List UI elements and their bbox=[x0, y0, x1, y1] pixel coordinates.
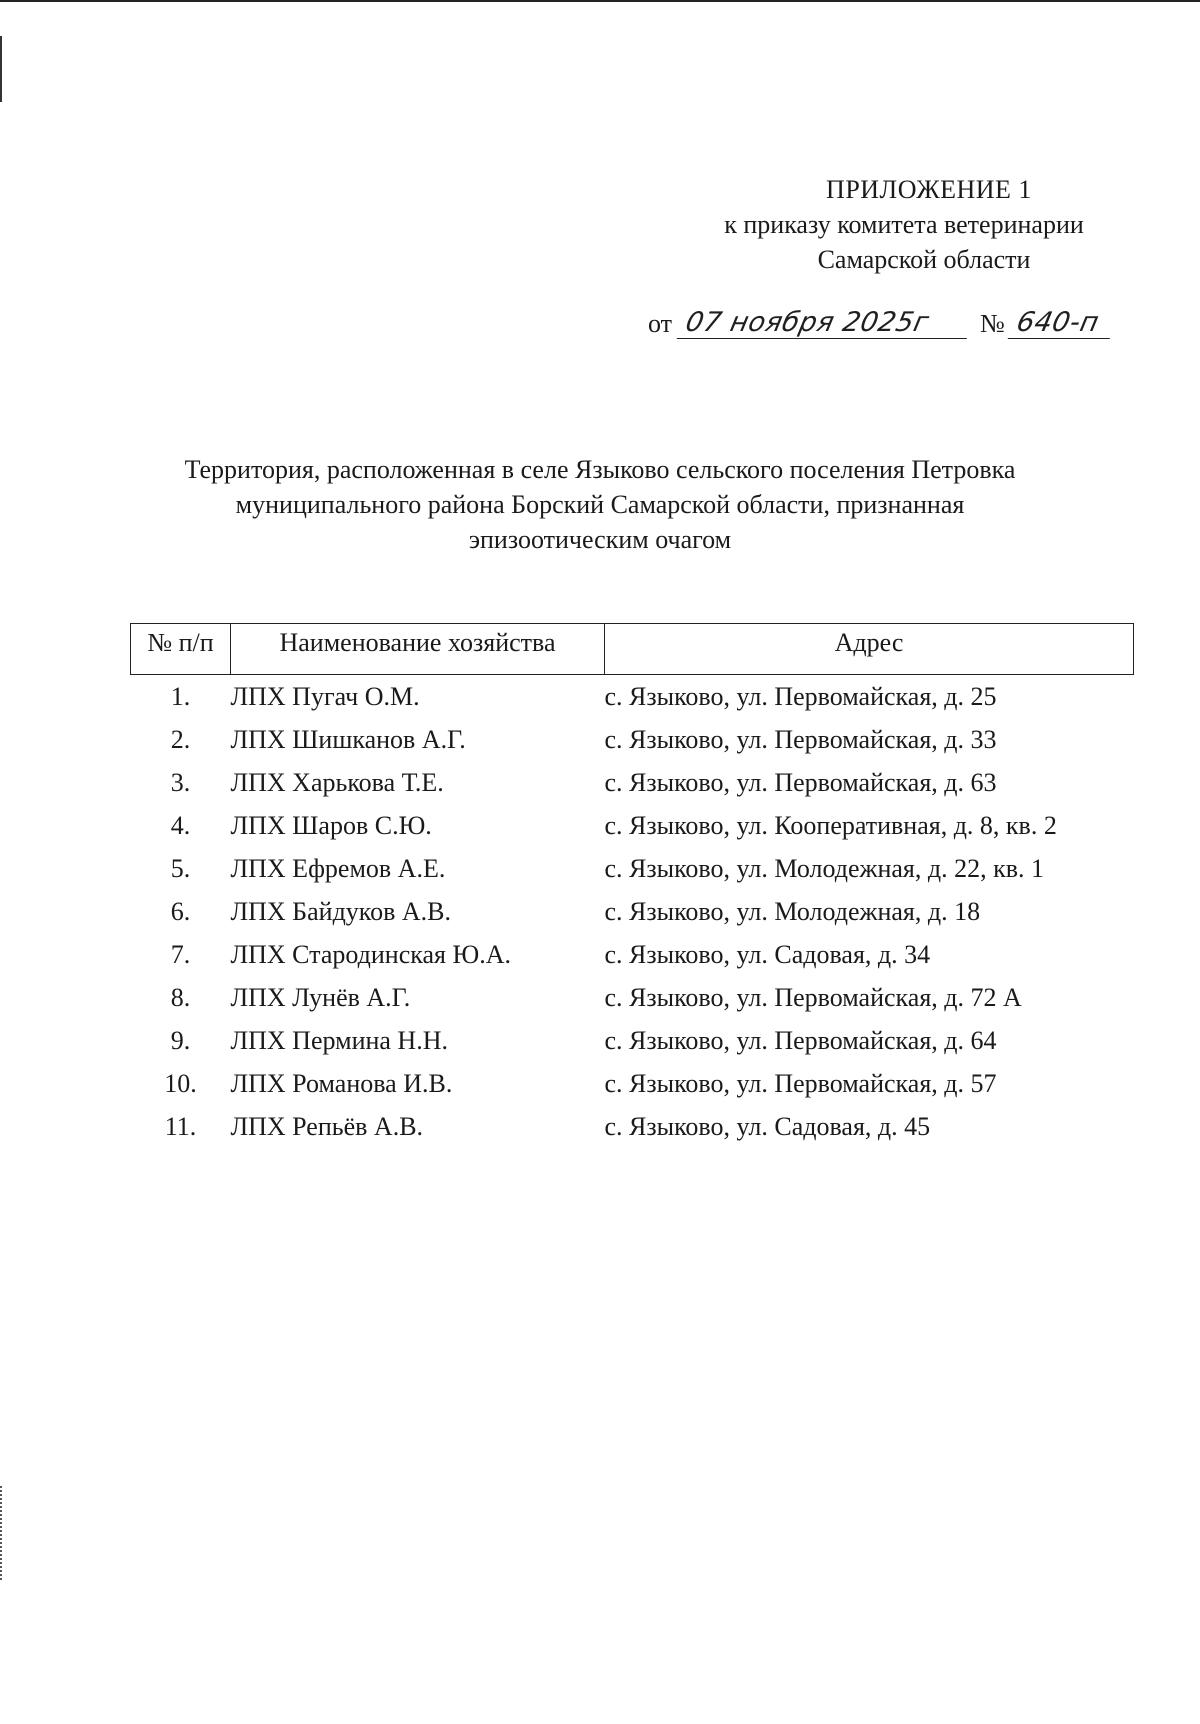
row-number: 2. bbox=[170, 724, 191, 754]
row-number: 5. bbox=[170, 853, 191, 883]
row-farm-name: ЛПХ Лунёв А.Г. bbox=[230, 982, 411, 1012]
row-farm-name: ЛПХ Харькова Т.Е. bbox=[230, 767, 444, 797]
row-farm-name: ЛПХ Байдуков А.В. bbox=[230, 896, 452, 926]
table-row bbox=[131, 1019, 1134, 1062]
scan-dots-left bbox=[0, 1486, 4, 1580]
header-name: Наименование хозяйства bbox=[231, 624, 605, 675]
header-address: Адрес bbox=[605, 624, 1134, 675]
order-date: 07 ноября 2025г bbox=[677, 308, 974, 339]
scan-mark-left bbox=[0, 36, 2, 102]
row-address: с. Языково, ул. Садовая, д. 45 bbox=[604, 1111, 931, 1141]
row-number: 7. bbox=[170, 939, 191, 969]
row-address: с. Языково, ул. Садовая, д. 34 bbox=[604, 939, 931, 969]
document-title-line: эпизоотическим очагом bbox=[468, 525, 732, 554]
table-row bbox=[131, 761, 1134, 804]
table-row bbox=[131, 847, 1134, 890]
row-number: 10. bbox=[164, 1068, 197, 1098]
order-number-label: № bbox=[980, 309, 1005, 338]
farms-table bbox=[130, 623, 1134, 1148]
header-num: № п/п bbox=[131, 624, 231, 675]
row-address: с. Языково, ул. Кооперативная, д. 8, кв. 2 bbox=[604, 810, 1057, 840]
table-row bbox=[131, 1062, 1134, 1105]
document-title-line: Территория, расположенная в селе Языково сельского поселения Петровка bbox=[184, 455, 1016, 484]
row-address: с. Языково, ул. Молодежная, д. 18 bbox=[604, 896, 981, 926]
row-number: 1. bbox=[170, 681, 191, 711]
appendix-line-order: к приказу комитета ветеринарии bbox=[724, 210, 1084, 239]
document-title bbox=[150, 452, 1050, 557]
appendix-line-region: Самарской области bbox=[817, 245, 1031, 274]
row-farm-name: ЛПХ Шишканов А.Г. bbox=[230, 724, 466, 754]
table-header-row bbox=[131, 624, 1134, 675]
row-number: 8. bbox=[170, 982, 191, 1012]
table-body bbox=[131, 675, 1134, 1149]
order-reference bbox=[648, 308, 1113, 339]
row-farm-name: ЛПХ Пермина Н.Н. bbox=[230, 1025, 448, 1055]
row-farm-name: ЛПХ Репьёв А.В. bbox=[230, 1111, 424, 1141]
row-address: с. Языково, ул. Первомайская, д. 57 bbox=[604, 1068, 997, 1098]
table-row bbox=[131, 976, 1134, 1019]
table-row bbox=[131, 1105, 1134, 1148]
table-row bbox=[131, 675, 1134, 719]
row-farm-name: ЛПХ Стародинская Ю.А. bbox=[230, 939, 511, 969]
row-address: с. Языково, ул. Молодежная, д. 22, кв. 1 bbox=[604, 853, 1044, 883]
row-farm-name: ЛПХ Шаров С.Ю. bbox=[230, 810, 432, 840]
appendix-title: ПРИЛОЖЕНИЕ 1 bbox=[826, 175, 1032, 204]
row-farm-name: ЛПХ Пугач О.М. bbox=[230, 681, 420, 711]
row-address: с. Языково, ул. Первомайская, д. 63 bbox=[604, 767, 997, 797]
order-number: 640-п bbox=[1008, 308, 1117, 339]
row-address: с. Языково, ул. Первомайская, д. 25 bbox=[604, 681, 997, 711]
row-number: 3. bbox=[170, 767, 191, 797]
table-row bbox=[131, 890, 1134, 933]
scan-border-top bbox=[0, 0, 1200, 2]
row-address: с. Языково, ул. Первомайская, д. 72 А bbox=[604, 982, 1022, 1012]
row-number: 9. bbox=[170, 1025, 191, 1055]
order-from-label: от bbox=[648, 309, 673, 338]
row-address: с. Языково, ул. Первомайская, д. 64 bbox=[604, 1025, 997, 1055]
document-title-line: муниципального района Борский Самарской области, признанная bbox=[235, 490, 965, 519]
table-row bbox=[131, 718, 1134, 761]
row-number: 11. bbox=[164, 1111, 197, 1141]
row-address: с. Языково, ул. Первомайская, д. 33 bbox=[604, 724, 997, 754]
table-row bbox=[131, 933, 1134, 976]
table-row bbox=[131, 804, 1134, 847]
appendix-heading bbox=[664, 172, 1124, 277]
row-farm-name: ЛПХ Ефремов А.Е. bbox=[230, 853, 446, 883]
row-farm-name: ЛПХ Романова И.В. bbox=[230, 1068, 453, 1098]
row-number: 4. bbox=[170, 810, 191, 840]
row-number: 6. bbox=[170, 896, 191, 926]
